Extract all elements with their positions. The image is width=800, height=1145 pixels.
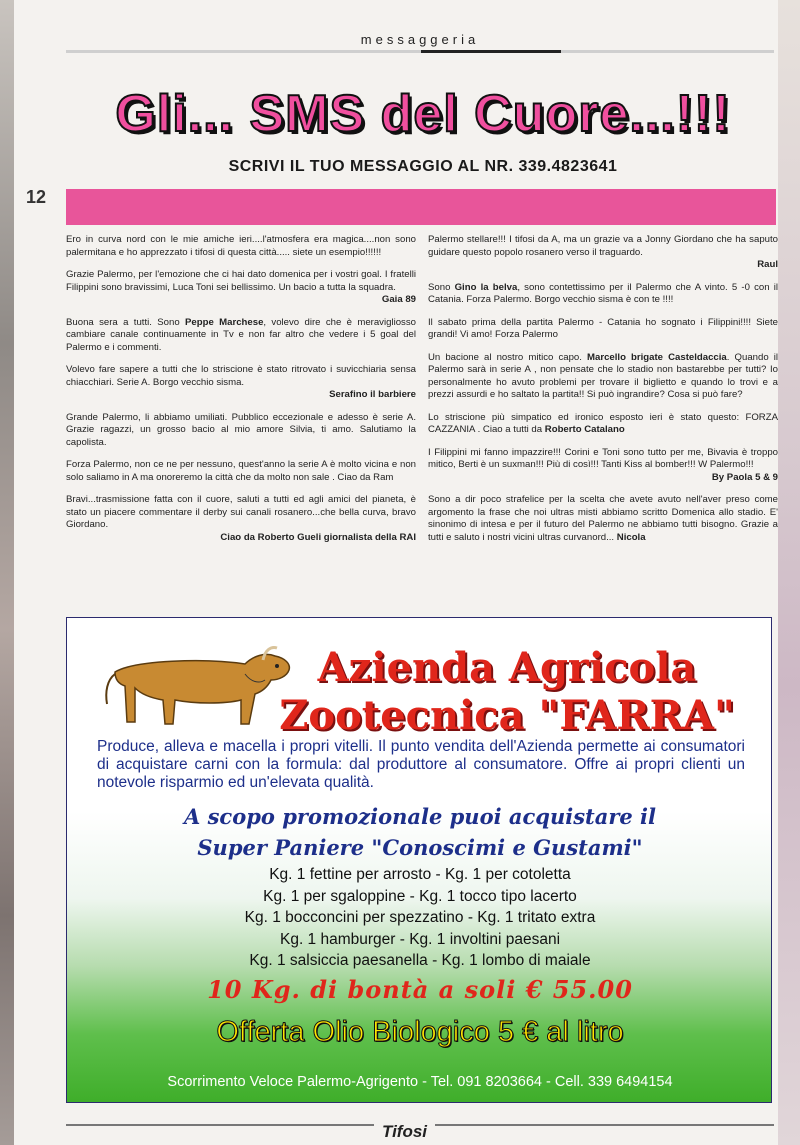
message-text: Ero in curva nord con le mie amiche ieri....l'atmosfera era magica....non sono palermitana e ho apprezzato i tifosi di questa città..... siete un esempio!!!!!! bbox=[66, 234, 416, 258]
sms-message bbox=[428, 234, 778, 272]
sms-message bbox=[428, 447, 778, 485]
message-text: Bravi...trasmissione fatta con il cuore, saluti a tutti ed agli amici del pianeta, è stato un piacere commentare il derby sui canali rosanero...che bella curva, bravo Giordano. bbox=[66, 494, 416, 530]
ad-title-line1: Azienda Agricola bbox=[317, 644, 697, 691]
ad-promo-line2: Super Paniere "Conoscimi e Gustami" bbox=[197, 835, 643, 860]
sms-message bbox=[66, 459, 416, 484]
message-author-name: Gino la belva bbox=[454, 281, 518, 293]
sms-message bbox=[428, 412, 778, 437]
message-text: Sono a dir poco strafelice per la scelta che avete avuto nell'aver preso come argomento la frase che noi ultras misti abbiamo scritto Domenica allo stadio. E' sinonimo di intesa e per il futuro del Palermo ne abbiamo tutti bisogno. Grazie a tutti e saluto i nostri vicini ultras curvanord... bbox=[428, 494, 778, 543]
page-edge-right bbox=[778, 0, 800, 1145]
ad-item: Kg. 1 fettine per arrosto - Kg. 1 per cotoletta bbox=[269, 866, 571, 883]
message-text: . Quando il Palermo sarà in serie A , non pensate che lo stadio non bastarebbe per tutti? Io personalmente ho avuto problemi per trovare il biglietto e quando lo trovi e a prezzi assurdi e ho saltato la partita!! Si può ingrandire? Cosa si può fare? bbox=[428, 351, 779, 400]
sms-message bbox=[66, 317, 416, 355]
message-text: Lo striscione più simpatico ed ironico esposto ieri è stato questo: FORZA CAZZANIA . Ciao a tutti da bbox=[428, 411, 778, 435]
message-text: Grazie Palermo, per l'emozione che ci hai dato domenica per i vostri goal. I fratelli Filippini sono bravissimi, Luca Toni sei bellissimo. Un bacio a tutta la squadra. bbox=[66, 269, 416, 293]
magazine-logo: Tifosi bbox=[374, 1122, 435, 1142]
message-text: Un bacione al nostro mitico capo. bbox=[428, 351, 588, 363]
sms-message bbox=[66, 364, 416, 402]
sms-message bbox=[428, 317, 778, 342]
ad-title-line2: Zootecnica "FARRA" bbox=[279, 692, 735, 739]
header-rule bbox=[66, 50, 774, 53]
ad-item: Kg. 1 bocconcini per spezzatino - Kg. 1 tritato extra bbox=[244, 909, 596, 926]
ad-promo-line1: A scopo promozionale puoi acquistare il bbox=[183, 804, 657, 829]
page-subtitle: SCRIVI IL TUO MESSAGGIO AL NR. 339.4823641 bbox=[228, 158, 618, 175]
sms-message bbox=[66, 412, 416, 450]
page-edge-left bbox=[0, 0, 14, 1145]
message-text: Palermo stellare!!! I tifosi da A, ma un grazie va a Jonny Giordano che ha saputo guidare questo popolo rosanero verso il traguardo. bbox=[428, 234, 778, 258]
message-text: I Filippini mi fanno impazzire!!! Corini e Toni sono tutto per me, Bivavia è troppo mitico, Berti è un suxman!!! Più di così!!! Tanti Kiss al bomber!!! W Palermo!!! bbox=[428, 446, 778, 470]
message-signature: Raul bbox=[757, 259, 778, 270]
ad-item: Kg. 1 salsiccia paesanella - Kg. 1 lombo di maiale bbox=[249, 952, 591, 969]
sms-message bbox=[428, 352, 778, 402]
sms-message bbox=[66, 269, 416, 307]
message-signature: By Paola 5 & 9 bbox=[711, 471, 778, 483]
message-author-name: Marcello brigate Casteldaccia bbox=[587, 351, 727, 363]
messages-column-right bbox=[428, 234, 778, 554]
ad-description: Produce, alleva e macella i propri vitelli. Il punto vendita dell'Azienda permette ai consumatori di acquistare carni con la formula: dal produttore al consumatore. Offre ai propri clienti un notevole risparmio ed un'elevata qualità. bbox=[97, 738, 745, 791]
message-author-name: Roberto Catalano bbox=[544, 424, 625, 435]
ad-contact: Scorrimento Veloce Palermo-Agrigento - Tel. 091 8203664 - Cell. 339 6494154 bbox=[167, 1074, 673, 1090]
message-text: Grande Palermo, li abbiamo umiliati. Pubblico eccezionale e adesso è serie A. Grazie ragazzi, un grosso bacio al mio amore Silvia, ti amo. Salutiamo la capolista. bbox=[66, 411, 416, 448]
message-signature: Gaia 89 bbox=[381, 294, 416, 305]
sms-message bbox=[428, 494, 778, 544]
message-author-name: Peppe Marchese bbox=[185, 316, 264, 328]
ad-item: Kg. 1 hamburger - Kg. 1 involtini paesani bbox=[279, 930, 561, 948]
message-text: , sono contettissimo per il Palermo che A vinto. 5 -0 con il Catania. Forza Palermo. Borgo vecchio sisma è con te !!!! bbox=[428, 281, 778, 305]
page-number: 12 bbox=[26, 187, 47, 207]
ad-item-list bbox=[87, 864, 753, 972]
messages-column-left bbox=[66, 234, 416, 554]
message-text: Forza Palermo, non ce ne per nessuno, quest'anno la serie A è molto vicina e non solo saliamo in A ma onoreremo la città che da molto non sale . Ciao da Ram bbox=[66, 459, 416, 483]
message-text: Sono bbox=[428, 281, 455, 293]
pink-banner bbox=[66, 189, 776, 225]
message-signature: Serafino il barbiere bbox=[329, 389, 416, 400]
section-label: messaggeria bbox=[360, 32, 480, 47]
advertisement bbox=[66, 617, 772, 1103]
message-text: , volevo dire che è meravigliosso cambiare canale continuamente in Tv e non far altro che vedere i 5 goal del Palermo e i commenti. bbox=[66, 316, 416, 353]
message-author-name: Nicola bbox=[616, 531, 646, 543]
sms-message bbox=[66, 234, 416, 259]
ad-price: 10 Kg. di bontà a soli € 55.00 bbox=[207, 975, 633, 1004]
ad-oil-offer: Offerta Olio Biologico 5 € al litro bbox=[216, 1016, 624, 1048]
message-signature: Ciao da Roberto Gueli giornalista della RAI bbox=[220, 531, 416, 543]
message-text: Volevo fare sapere a tutti che lo striscione è stato ritrovato i suvicchiaria sensa chiacchiari. Serie A. Borgo vecchio sisma. bbox=[66, 364, 416, 388]
ad-item: Kg. 1 per sgaloppine - Kg. 1 tocco tipo lacerto bbox=[263, 887, 577, 905]
page-title: Gli... SMS del Cuore...!!! bbox=[115, 85, 731, 143]
sms-message bbox=[66, 494, 416, 544]
message-text: Buona sera a tutti. Sono bbox=[66, 316, 185, 328]
sms-message bbox=[428, 282, 778, 307]
message-text: Il sabato prima della partita Palermo - Catania ho sognato i Filippini!!!! Siete grandi! Vi amo! Forza Palermo bbox=[428, 316, 778, 340]
